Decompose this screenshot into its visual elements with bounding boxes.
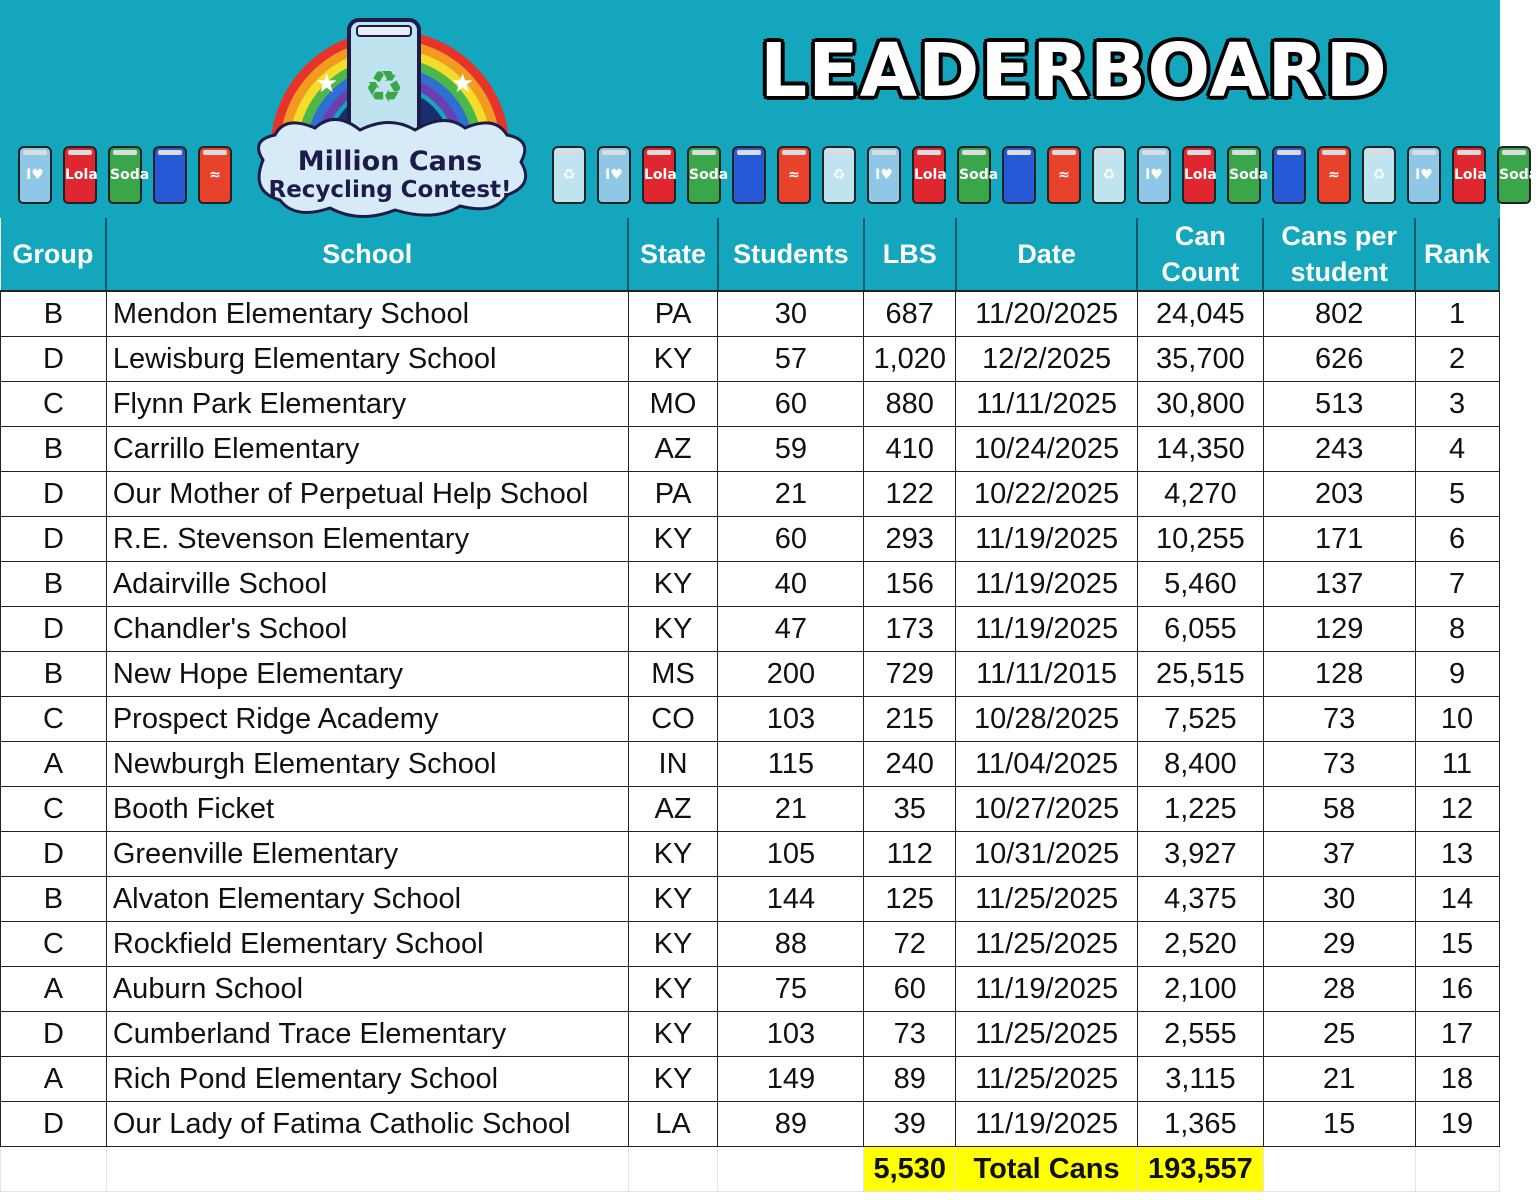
cell-can-count: 5,460 xyxy=(1137,562,1263,607)
cell-can-count: 14,350 xyxy=(1137,427,1263,472)
cell-lbs: 156 xyxy=(864,562,956,607)
cell-state: CO xyxy=(628,697,718,742)
cans-per-student-header-line1: Cans per xyxy=(1281,221,1397,251)
cell-rank: 3 xyxy=(1415,382,1499,427)
col-header-lbs: LBS xyxy=(864,218,956,291)
cell-lbs: 73 xyxy=(864,1012,956,1057)
table-row xyxy=(1,472,1500,517)
logo-line-2: Recycling Contest! xyxy=(268,177,512,203)
cell-can-count: 30,800 xyxy=(1137,382,1263,427)
cell-date: 11/25/2025 xyxy=(956,1057,1138,1102)
cell-can-count: 25,515 xyxy=(1137,652,1263,697)
cell-can-count: 10,255 xyxy=(1137,517,1263,562)
cell-school: Auburn School xyxy=(106,967,628,1012)
empty-cell xyxy=(1263,1147,1415,1192)
cell-group: D xyxy=(1,472,107,517)
cell-state: KY xyxy=(628,337,718,382)
cell-can-count: 3,115 xyxy=(1137,1057,1263,1102)
wave-can-icon: ≈ xyxy=(1317,146,1351,204)
cell-state: PA xyxy=(628,291,718,337)
cell-school: Adairville School xyxy=(106,562,628,607)
empty-cell xyxy=(1,1147,107,1192)
empty-cell xyxy=(718,1147,864,1192)
table-row xyxy=(1,517,1500,562)
blue-can-icon xyxy=(1272,146,1306,204)
cell-lbs: 72 xyxy=(864,922,956,967)
cell-date: 11/11/2025 xyxy=(956,382,1138,427)
cell-state: AZ xyxy=(628,787,718,832)
cell-cans-per-student: 243 xyxy=(1263,427,1415,472)
cell-cans-per-student: 137 xyxy=(1263,562,1415,607)
cell-state: KY xyxy=(628,607,718,652)
cell-can-count: 35,700 xyxy=(1137,337,1263,382)
col-header-rank: Rank xyxy=(1415,218,1499,291)
cell-school: R.E. Stevenson Elementary xyxy=(106,517,628,562)
cell-state: KY xyxy=(628,967,718,1012)
table-row xyxy=(1,742,1500,787)
cell-date: 10/28/2025 xyxy=(956,697,1138,742)
cell-students: 59 xyxy=(718,427,864,472)
cell-group: C xyxy=(1,787,107,832)
soda-can-icon: Soda xyxy=(687,146,721,204)
table-row xyxy=(1,652,1500,697)
cell-school: Carrillo Elementary xyxy=(106,427,628,472)
table-row xyxy=(1,1057,1500,1102)
cell-can-count: 7,525 xyxy=(1137,697,1263,742)
cell-lbs: 880 xyxy=(864,382,956,427)
cell-school: Our Mother of Perpetual Help School xyxy=(106,472,628,517)
cell-lbs: 293 xyxy=(864,517,956,562)
cell-lbs: 39 xyxy=(864,1102,956,1147)
cell-school: Booth Ficket xyxy=(106,787,628,832)
cell-can-count: 3,927 xyxy=(1137,832,1263,877)
total-lbs: 5,530 xyxy=(864,1147,956,1192)
cell-group: A xyxy=(1,1057,107,1102)
cell-rank: 14 xyxy=(1415,877,1499,922)
cell-cans-per-student: 128 xyxy=(1263,652,1415,697)
cell-students: 60 xyxy=(718,382,864,427)
recycle-can-icon: ♻ xyxy=(822,146,856,204)
col-header-can-count xyxy=(1137,218,1263,291)
col-header-date: Date xyxy=(956,218,1138,291)
cell-cans-per-student: 73 xyxy=(1263,697,1415,742)
cell-lbs: 215 xyxy=(864,697,956,742)
cell-group: C xyxy=(1,922,107,967)
cell-state: KY xyxy=(628,877,718,922)
cell-rank: 4 xyxy=(1415,427,1499,472)
col-header-state: State xyxy=(628,218,718,291)
cell-group: C xyxy=(1,697,107,742)
cell-students: 75 xyxy=(718,967,864,1012)
cell-can-count: 8,400 xyxy=(1137,742,1263,787)
col-header-cans-per-student xyxy=(1263,218,1415,291)
cell-students: 103 xyxy=(718,697,864,742)
cell-rank: 12 xyxy=(1415,787,1499,832)
cell-rank: 5 xyxy=(1415,472,1499,517)
cell-school: Newburgh Elementary School xyxy=(106,742,628,787)
cell-students: 149 xyxy=(718,1057,864,1102)
lola-can-icon: Lola xyxy=(63,146,97,204)
can-icon-strip xyxy=(0,146,1538,210)
cell-lbs: 410 xyxy=(864,427,956,472)
cell-rank: 2 xyxy=(1415,337,1499,382)
cell-rank: 16 xyxy=(1415,967,1499,1012)
cell-cans-per-student: 29 xyxy=(1263,922,1415,967)
wave-can-icon: ≈ xyxy=(1047,146,1081,204)
cell-school: Rockfield Elementary School xyxy=(106,922,628,967)
cell-rank: 9 xyxy=(1415,652,1499,697)
cell-date: 11/25/2025 xyxy=(956,922,1138,967)
cell-date: 11/25/2025 xyxy=(956,1012,1138,1057)
table-row xyxy=(1,291,1500,337)
cell-date: 11/25/2025 xyxy=(956,877,1138,922)
total-cans-label: Total Cans xyxy=(956,1147,1138,1192)
cell-school: Our Lady of Fatima Catholic School xyxy=(106,1102,628,1147)
cell-date: 11/19/2025 xyxy=(956,1102,1138,1147)
table-row xyxy=(1,1012,1500,1057)
recycle-can-icon: ♻ xyxy=(1362,146,1396,204)
cell-lbs: 112 xyxy=(864,832,956,877)
cell-lbs: 687 xyxy=(864,291,956,337)
cell-group: D xyxy=(1,1102,107,1147)
cell-rank: 8 xyxy=(1415,607,1499,652)
table-row xyxy=(1,787,1500,832)
cell-cans-per-student: 513 xyxy=(1263,382,1415,427)
logo-line-1: Million Cans xyxy=(297,146,483,177)
cell-date: 10/22/2025 xyxy=(956,472,1138,517)
cell-group: B xyxy=(1,877,107,922)
cell-cans-per-student: 802 xyxy=(1263,291,1415,337)
cell-state: KY xyxy=(628,1057,718,1102)
cell-students: 105 xyxy=(718,832,864,877)
cell-group: D xyxy=(1,607,107,652)
cans-per-student-header-line2: student xyxy=(1290,257,1388,287)
cell-can-count: 1,225 xyxy=(1137,787,1263,832)
cell-state: KY xyxy=(628,832,718,877)
can-count-header-line1: Can xyxy=(1174,221,1226,251)
recycle-can-icon: ♻ xyxy=(1092,146,1126,204)
header-banner xyxy=(0,0,1538,218)
svg-text:★: ★ xyxy=(315,69,339,99)
cell-date: 11/19/2025 xyxy=(956,967,1138,1012)
cell-group: B xyxy=(1,427,107,472)
cell-lbs: 122 xyxy=(864,472,956,517)
total-cans-value: 193,557 xyxy=(1137,1147,1263,1192)
table-row xyxy=(1,922,1500,967)
cell-state: AZ xyxy=(628,427,718,472)
blue-can-icon xyxy=(732,146,766,204)
cell-students: 21 xyxy=(718,472,864,517)
cell-date: 10/24/2025 xyxy=(956,427,1138,472)
lola-can-icon: Lola xyxy=(1452,146,1486,204)
table-row xyxy=(1,1102,1500,1147)
cell-cans-per-student: 73 xyxy=(1263,742,1415,787)
cell-lbs: 173 xyxy=(864,607,956,652)
cell-school: Prospect Ridge Academy xyxy=(106,697,628,742)
cell-date: 10/31/2025 xyxy=(956,832,1138,877)
cell-rank: 18 xyxy=(1415,1057,1499,1102)
cell-students: 89 xyxy=(718,1102,864,1147)
i-love-recycle-can-icon: I♥ xyxy=(1407,146,1441,204)
cell-school: Mendon Elementary School xyxy=(106,291,628,337)
cell-rank: 15 xyxy=(1415,922,1499,967)
cell-rank: 17 xyxy=(1415,1012,1499,1057)
cell-state: KY xyxy=(628,922,718,967)
cell-state: MS xyxy=(628,652,718,697)
cell-students: 40 xyxy=(718,562,864,607)
cell-lbs: 35 xyxy=(864,787,956,832)
cell-state: KY xyxy=(628,1012,718,1057)
cell-date: 11/19/2025 xyxy=(956,607,1138,652)
cell-group: D xyxy=(1,832,107,877)
soda-can-icon: Soda xyxy=(957,146,991,204)
cell-cans-per-student: 25 xyxy=(1263,1012,1415,1057)
can-count-header-line2: Count xyxy=(1161,257,1240,287)
table-row xyxy=(1,382,1500,427)
table-row xyxy=(1,427,1500,472)
cell-cans-per-student: 129 xyxy=(1263,607,1415,652)
wave-can-icon: ≈ xyxy=(777,146,811,204)
cell-date: 10/27/2025 xyxy=(956,787,1138,832)
cell-school: Chandler's School xyxy=(106,607,628,652)
cell-lbs: 1,020 xyxy=(864,337,956,382)
page-title: LEADERBOARD xyxy=(760,28,1388,114)
lola-can-icon: Lola xyxy=(642,146,676,204)
cell-lbs: 729 xyxy=(864,652,956,697)
empty-cell xyxy=(106,1147,628,1192)
cell-cans-per-student: 15 xyxy=(1263,1102,1415,1147)
cell-group: B xyxy=(1,562,107,607)
cell-state: PA xyxy=(628,472,718,517)
cell-state: MO xyxy=(628,382,718,427)
cell-date: 12/2/2025 xyxy=(956,337,1138,382)
empty-cell xyxy=(1415,1147,1499,1192)
cell-state: IN xyxy=(628,742,718,787)
cell-cans-per-student: 21 xyxy=(1263,1057,1415,1102)
cell-rank: 13 xyxy=(1415,832,1499,877)
svg-text:♻: ♻ xyxy=(364,62,404,113)
i-love-recycle-can-icon: I♥ xyxy=(597,146,631,204)
leaderboard-table xyxy=(0,218,1500,1192)
cell-cans-per-student: 203 xyxy=(1263,472,1415,517)
cell-date: 11/04/2025 xyxy=(956,742,1138,787)
cell-can-count: 2,100 xyxy=(1137,967,1263,1012)
cell-rank: 6 xyxy=(1415,517,1499,562)
cell-students: 115 xyxy=(718,742,864,787)
cell-school: New Hope Elementary xyxy=(106,652,628,697)
cell-cans-per-student: 28 xyxy=(1263,967,1415,1012)
blue-can-icon xyxy=(153,146,187,204)
cell-cans-per-student: 171 xyxy=(1263,517,1415,562)
cell-group: B xyxy=(1,291,107,337)
cell-rank: 19 xyxy=(1415,1102,1499,1147)
svg-text:★: ★ xyxy=(451,69,475,99)
cell-lbs: 240 xyxy=(864,742,956,787)
cell-can-count: 1,365 xyxy=(1137,1102,1263,1147)
cell-cans-per-student: 58 xyxy=(1263,787,1415,832)
cell-lbs: 125 xyxy=(864,877,956,922)
table-row xyxy=(1,607,1500,652)
lola-can-icon: Lola xyxy=(1182,146,1216,204)
cell-students: 144 xyxy=(718,877,864,922)
blue-can-icon xyxy=(1002,146,1036,204)
col-header-group: Group xyxy=(1,218,107,291)
cell-can-count: 2,520 xyxy=(1137,922,1263,967)
cell-rank: 7 xyxy=(1415,562,1499,607)
table-body xyxy=(1,291,1500,1147)
cell-students: 30 xyxy=(718,291,864,337)
empty-cell xyxy=(628,1147,718,1192)
cell-students: 103 xyxy=(718,1012,864,1057)
cell-date: 11/19/2025 xyxy=(956,562,1138,607)
header-row xyxy=(1,218,1500,291)
lola-can-icon: Lola xyxy=(912,146,946,204)
cell-rank: 10 xyxy=(1415,697,1499,742)
cell-students: 57 xyxy=(718,337,864,382)
cell-students: 21 xyxy=(718,787,864,832)
cell-group: B xyxy=(1,652,107,697)
cell-school: Greenville Elementary xyxy=(106,832,628,877)
cell-lbs: 89 xyxy=(864,1057,956,1102)
cell-can-count: 4,270 xyxy=(1137,472,1263,517)
table-row xyxy=(1,967,1500,1012)
cell-group: C xyxy=(1,382,107,427)
cell-lbs: 60 xyxy=(864,967,956,1012)
soda-can-icon: Soda xyxy=(108,146,142,204)
cell-rank: 11 xyxy=(1415,742,1499,787)
cell-group: D xyxy=(1,517,107,562)
cell-group: D xyxy=(1,1012,107,1057)
col-header-school: School xyxy=(106,218,628,291)
cell-can-count: 24,045 xyxy=(1137,291,1263,337)
cell-can-count: 6,055 xyxy=(1137,607,1263,652)
cell-students: 88 xyxy=(718,922,864,967)
cell-group: A xyxy=(1,742,107,787)
cell-date: 11/11/2015 xyxy=(956,652,1138,697)
i-love-recycle-can-icon: I♥ xyxy=(867,146,901,204)
cell-date: 11/19/2025 xyxy=(956,517,1138,562)
soda-can-icon: Soda xyxy=(1227,146,1261,204)
cell-can-count: 4,375 xyxy=(1137,877,1263,922)
cell-school: Flynn Park Elementary xyxy=(106,382,628,427)
table-row xyxy=(1,877,1500,922)
totals-row xyxy=(1,1147,1500,1192)
cell-students: 47 xyxy=(718,607,864,652)
soda-can-icon: Soda xyxy=(1497,146,1531,204)
cell-cans-per-student: 37 xyxy=(1263,832,1415,877)
cell-group: D xyxy=(1,337,107,382)
cell-cans-per-student: 626 xyxy=(1263,337,1415,382)
cell-school: Rich Pond Elementary School xyxy=(106,1057,628,1102)
table-row xyxy=(1,832,1500,877)
col-header-students: Students xyxy=(718,218,864,291)
cell-state: KY xyxy=(628,517,718,562)
cell-date: 11/20/2025 xyxy=(956,291,1138,337)
cell-students: 60 xyxy=(718,517,864,562)
cell-rank: 1 xyxy=(1415,291,1499,337)
cell-can-count: 2,555 xyxy=(1137,1012,1263,1057)
wave-can-icon: ≈ xyxy=(198,146,232,204)
cell-students: 200 xyxy=(718,652,864,697)
cell-group: A xyxy=(1,967,107,1012)
table-row xyxy=(1,337,1500,382)
cell-state: LA xyxy=(628,1102,718,1147)
i-love-recycle-can-icon: I♥ xyxy=(1137,146,1171,204)
cell-cans-per-student: 30 xyxy=(1263,877,1415,922)
cell-school: Lewisburg Elementary School xyxy=(106,337,628,382)
i-love-recycle-can-icon: I♥ xyxy=(18,146,52,204)
cell-state: KY xyxy=(628,562,718,607)
table-row xyxy=(1,697,1500,742)
cell-school: Cumberland Trace Elementary xyxy=(106,1012,628,1057)
table-row xyxy=(1,562,1500,607)
recycle-can-icon: ♻ xyxy=(552,146,586,204)
cell-school: Alvaton Elementary School xyxy=(106,877,628,922)
